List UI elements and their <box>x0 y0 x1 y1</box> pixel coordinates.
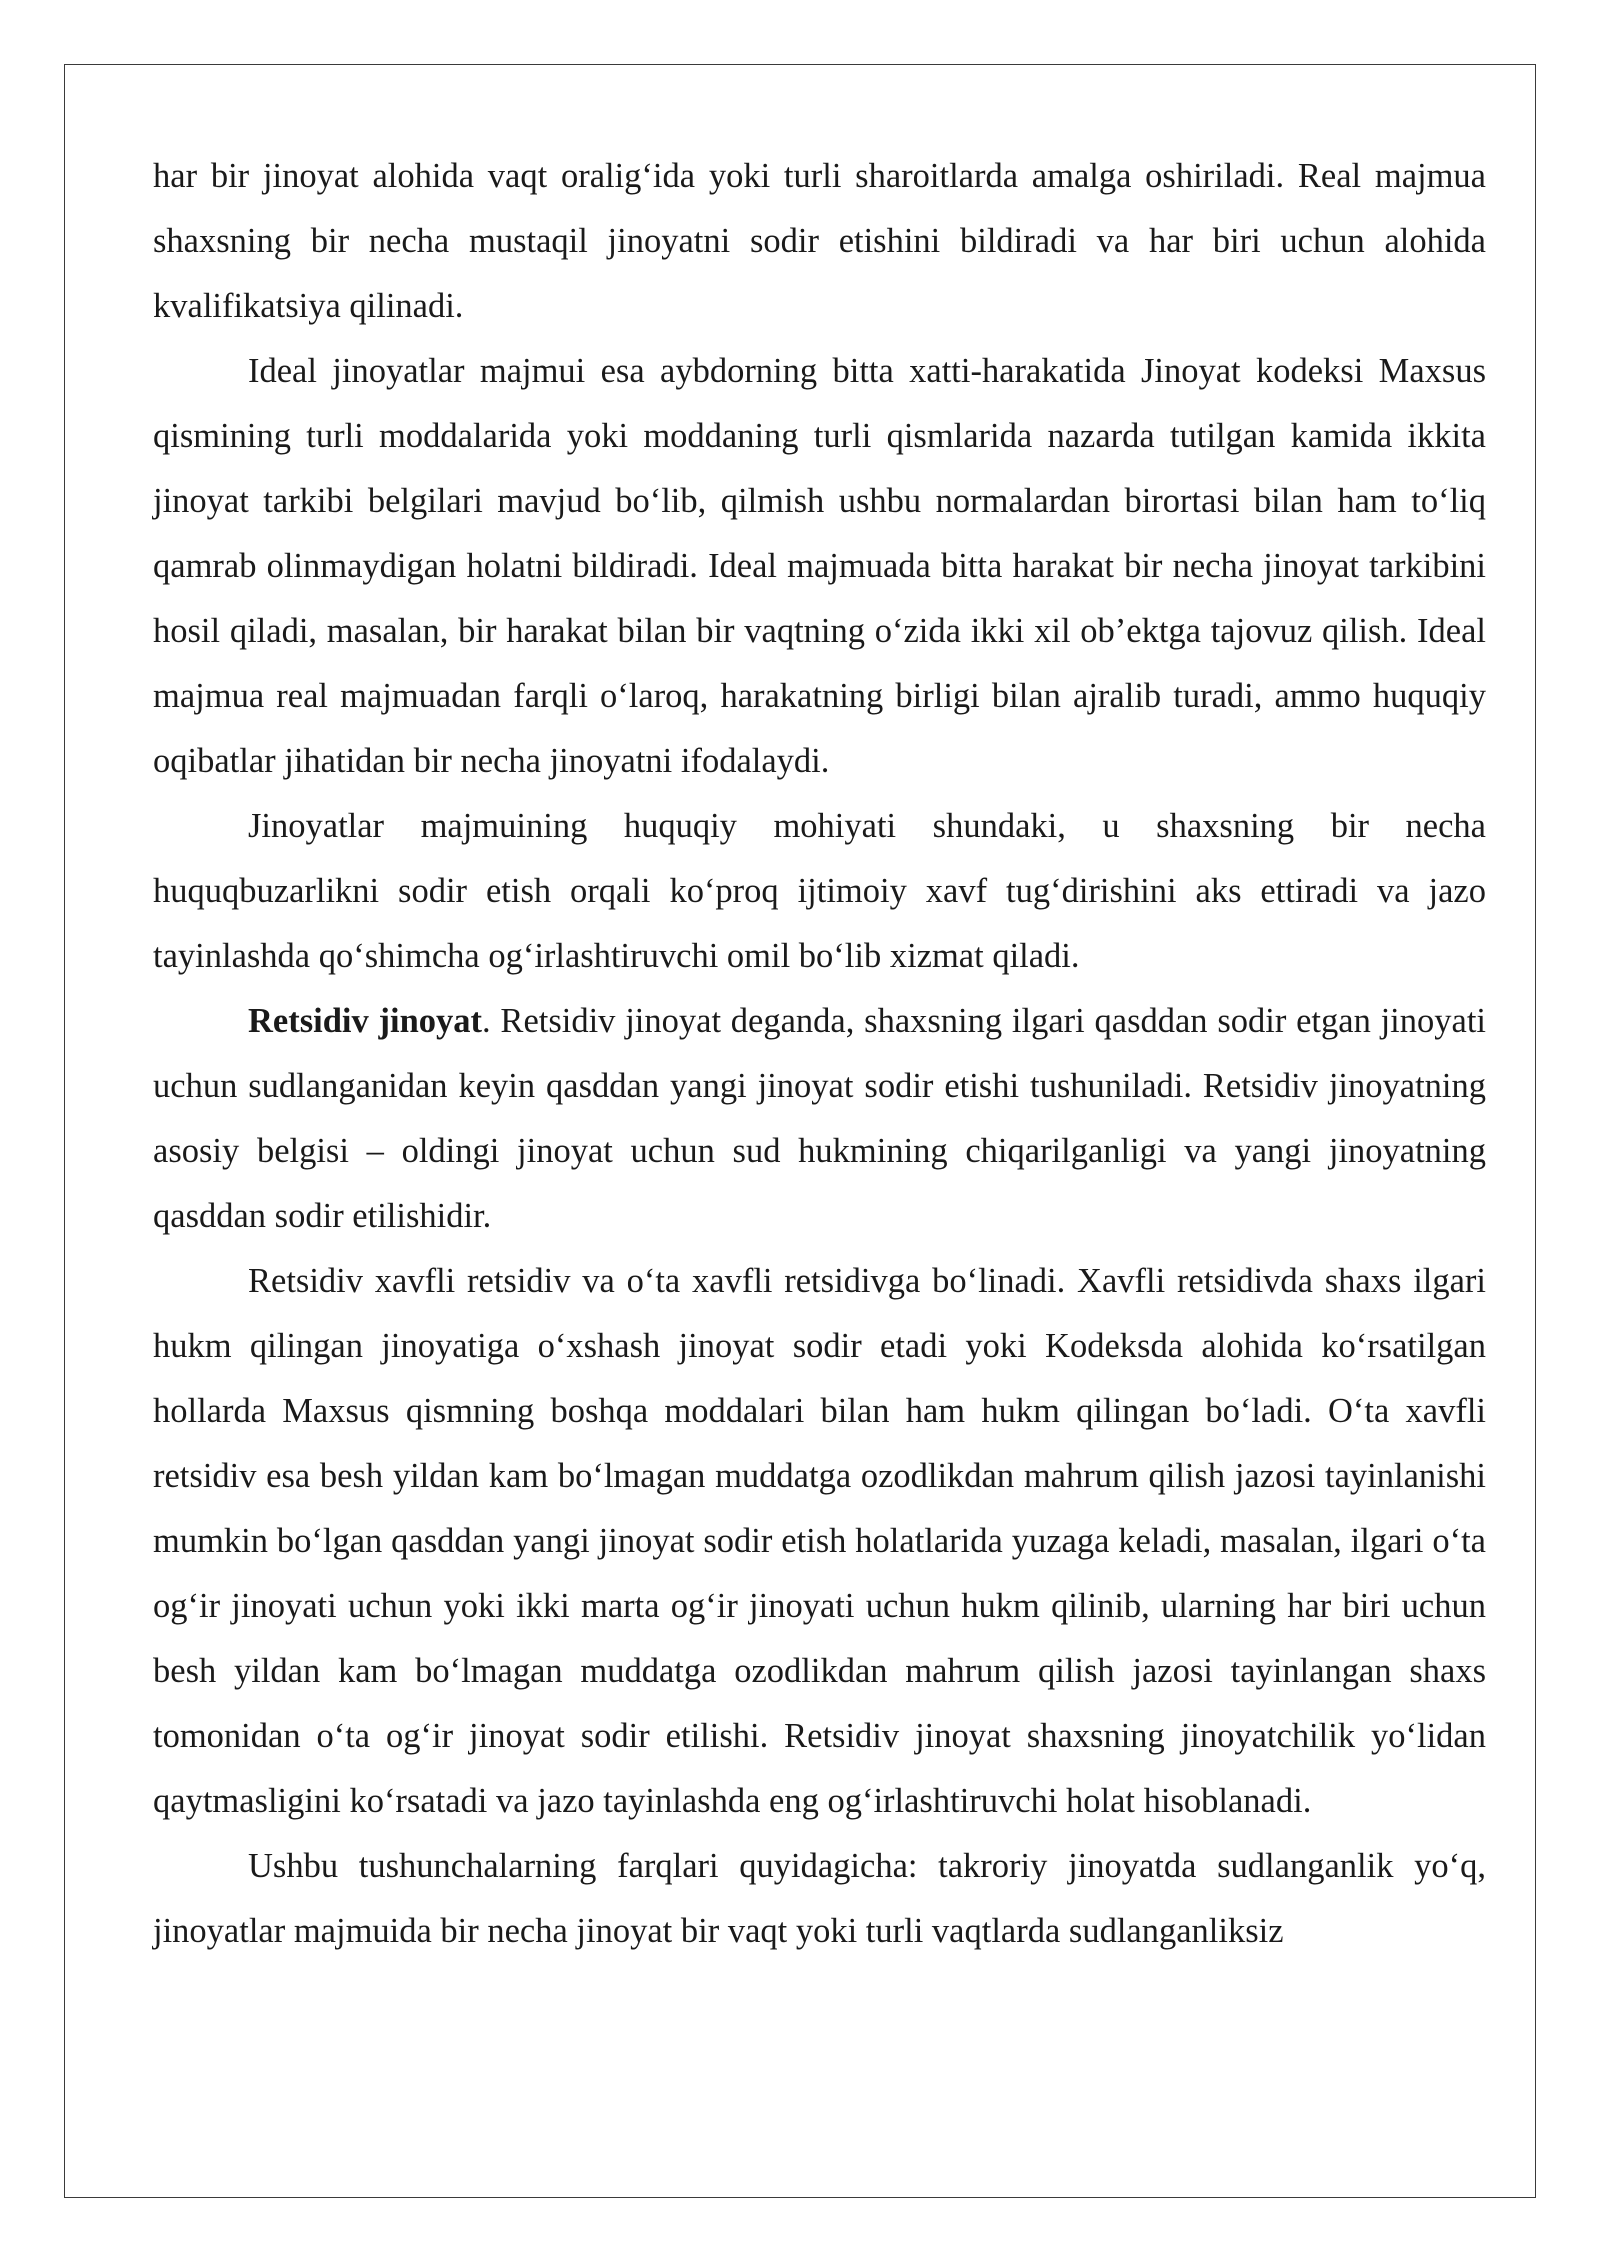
paragraph-5: Retsidiv xavfli retsidiv va o‘ta xavfli retsidivga bo‘linadi. Xavfli retsidivda shaxs ilgari hukm qilingan jinoyatiga o‘xshash jinoyat sodir etadi yoki Kodeksda alohida ko‘rsatilgan hollarda Maxsus qismning boshqa moddalari bilan ham hukm qilingan bo‘ladi. O‘ta xavfli retsidiv esa besh yildan kam bo‘lmagan muddatga ozodlikdan mahrum qilish jazosi tayinlanishi mumkin bo‘lgan qasddan yangi jinoyat sodir etish holatlarida yuzaga keladi, masalan, ilgari o‘ta og‘ir jinoyati uchun yoki ikki marta og‘ir jinoyati uchun hukm qilinib, ularning har biri uchun besh yildan kam bo‘lmagan muddatga ozodlikdan mahrum qilish jazosi tayinlangan shaxs tomonidan o‘ta og‘ir jinoyat sodir etilishi. Retsidiv jinoyat shaxsning jinoyatchilik yo‘lidan qaytmasligini ko‘rsatadi va jazo tayinlashda eng og‘irlashtiruvchi holat hisoblanadi. <box>153 1262 1486 1820</box>
document-body <box>153 144 1486 1964</box>
paragraph-4-text: . Retsidiv jinoyat deganda, shaxsning ilgari qasddan sodir etgan jinoyati uchun sudlanganidan keyin qasddan yangi jinoyat sodir etishi tushuniladi. Retsidiv jinoyatning asosiy belgisi – oldingi jinoyat uchun sud hukmining chiqarilganligi va yangi jinoyatning qasddan sodir etilishidir. <box>153 1002 1486 1235</box>
paragraph-2: Ideal jinoyatlar majmui esa aybdorning bitta xatti-harakatida Jinoyat kodeksi Maxsus qismining turli moddalarida yoki moddaning turli qismlarida nazarda tutilgan kamida ikkita jinoyat tarkibi belgilari mavjud bo‘lib, qilmish ushbu normalardan birortasi bilan ham to‘liq qamrab olinmaydigan holatni bildiradi. Ideal majmuada bitta harakat bir necha jinoyat tarkibini hosil qiladi, masalan, bir harakat bilan bir vaqtning o‘zida ikki xil ob’ektga tajovuz qilish. Ideal majmua real majmuadan farqli o‘laroq, harakatning birligi bilan ajralib turadi, ammo huquqiy oqibatlar jihatidan bir necha jinoyatni ifodalaydi. <box>153 352 1486 780</box>
paragraph-1: har bir jinoyat alohida vaqt oralig‘ida yoki turli sharoitlarda amalga oshiriladi. Real majmua shaxsning bir necha mustaqil jinoyatni sodir etishini bildiradi va har biri uchun alohida kvalifikatsiya qilinadi. <box>153 157 1486 325</box>
paragraph-3: Jinoyatlar majmuining huquqiy mohiyati shundaki, u shaxsning bir necha huquqbuzarlikni sodir etish orqali ko‘proq ijtimoiy xavf tug‘dirishini aks ettiradi va jazo tayinlashda qo‘shimcha og‘irlashtiruvchi omil bo‘lib xizmat qiladi. <box>153 807 1486 975</box>
paragraph-4 <box>153 989 1486 1249</box>
paragraph-6: Ushbu tushunchalarning farqlari quyidagicha: takroriy jinoyatda sudlanganlik yo‘q, jinoyatlar majmuida bir necha jinoyat bir vaqt yoki turli vaqtlarda sudlanganliksiz <box>153 1847 1486 1950</box>
heading-retsidiv: Retsidiv jinoyat <box>248 1002 483 1040</box>
